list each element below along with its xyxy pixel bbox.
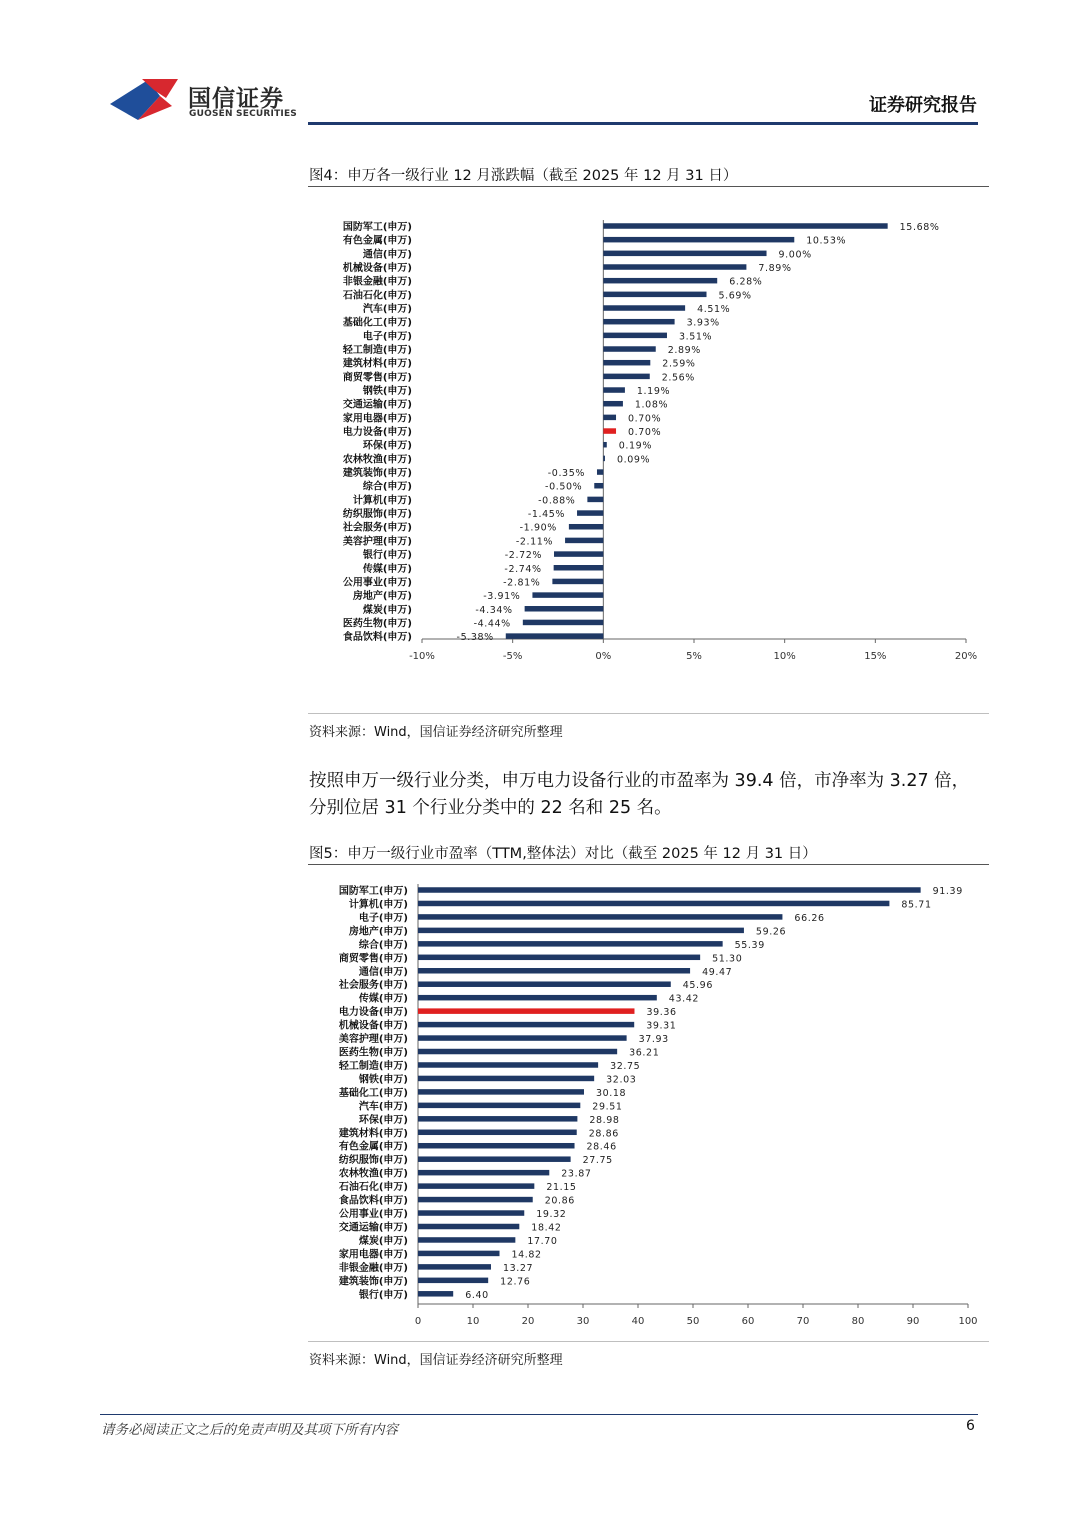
data-label: 15.68% (899, 222, 940, 233)
data-label: -4.44% (473, 618, 511, 630)
x-tick-label: 0% (595, 651, 612, 662)
bar (418, 887, 921, 893)
data-label: 6.40 (465, 1289, 489, 1301)
category-label: 石油石化(申万) (342, 290, 412, 302)
data-label: -5.38% (456, 632, 494, 644)
data-label: 28.86 (588, 1128, 619, 1140)
x-tick-label: -5% (502, 651, 523, 662)
bar (418, 1022, 634, 1028)
x-tick-label: 40 (631, 1316, 645, 1327)
footer-divider (100, 1414, 978, 1415)
data-label: 51.30 (712, 953, 743, 965)
category-label: 电子(申万) (358, 912, 408, 924)
category-label: 农林牧渔(申万) (342, 454, 412, 466)
category-label: 综合(申万) (362, 481, 412, 493)
category-label: 食品饮料(申万) (342, 632, 412, 644)
report-type-label: 证券研究报告 (869, 95, 977, 116)
data-label: 23.87 (561, 1168, 592, 1180)
bar (418, 1278, 488, 1284)
bar (418, 1062, 598, 1068)
x-tick-label: 30 (576, 1316, 590, 1327)
bar (418, 1035, 627, 1041)
bar (418, 1116, 577, 1122)
data-label: 49.47 (702, 966, 733, 978)
data-label: 45.96 (682, 980, 713, 992)
data-label: 39.31 (646, 1020, 677, 1032)
x-tick-label: 10% (773, 651, 796, 662)
category-label: 传媒(申万) (362, 563, 412, 575)
data-label: -2.11% (515, 536, 554, 548)
data-label: 2.89% (667, 345, 701, 357)
category-label: 通信(申万) (358, 966, 408, 978)
figure5-source: 资料来源：Wind，国信证券经济研究所整理 (309, 1353, 563, 1368)
category-label: 机械设备(申万) (342, 263, 412, 275)
category-label: 非银金融(申万) (338, 1262, 408, 1274)
bar (418, 901, 889, 907)
data-label: 17.70 (527, 1235, 558, 1247)
data-label: 0.09% (616, 454, 651, 466)
category-label: 汽车(申万) (362, 304, 412, 316)
data-label: 32.75 (610, 1060, 641, 1072)
data-label: 66.26 (794, 912, 825, 924)
data-label: 0.19% (618, 440, 652, 452)
category-label: 汽车(申万) (358, 1101, 408, 1113)
data-label: 19.32 (536, 1209, 567, 1221)
category-label: 建筑装饰(申万) (342, 468, 412, 480)
category-label: 交通运输(申万) (342, 399, 412, 411)
category-label: 建筑材料(申万) (338, 1128, 408, 1140)
data-label: -2.72% (504, 550, 543, 562)
data-label: 14.82 (511, 1249, 542, 1261)
x-tick-label: 0 (414, 1316, 422, 1327)
bar (418, 1076, 594, 1082)
data-label: 29.51 (592, 1101, 623, 1113)
bar (418, 1156, 571, 1162)
category-label: 社会服务(申万) (342, 522, 412, 534)
category-label: 通信(申万) (362, 249, 412, 261)
bar (418, 1130, 577, 1136)
data-label: 39.36 (646, 1007, 677, 1019)
category-label: 公用事业(申万) (338, 1209, 408, 1221)
category-label: 煤炭(申万) (358, 1235, 408, 1247)
category-label: 煤炭(申万) (362, 604, 412, 616)
data-label: 30.18 (595, 1087, 627, 1099)
x-tick-label: 80 (851, 1316, 865, 1327)
category-label: 医药生物(申万) (338, 1047, 408, 1059)
data-label: 55.39 (734, 939, 765, 951)
data-label: 10.53% (806, 235, 847, 247)
bar (418, 1183, 534, 1189)
bar (418, 1049, 617, 1055)
category-label: 公用事业(申万) (342, 577, 412, 589)
bar (418, 1170, 549, 1176)
bar (418, 1224, 519, 1230)
category-label: 电力设备(申万) (342, 427, 412, 439)
x-tick-label: 20 (521, 1316, 535, 1327)
brand-name-cn: 国信证券 (188, 86, 284, 112)
data-label: -2.74% (504, 563, 542, 575)
data-label: 3.93% (686, 317, 720, 329)
category-label: 轻工制造(申万) (342, 345, 412, 357)
figure4-source: 资料来源：Wind，国信证券经济研究所整理 (309, 725, 563, 740)
x-tick-label: 20% (954, 651, 978, 662)
data-label: 37.93 (638, 1034, 669, 1046)
category-label: 交通运输(申万) (338, 1222, 408, 1234)
category-label: 有色金属(申万) (342, 235, 412, 247)
data-label: -1.90% (519, 522, 557, 534)
bar (418, 1210, 524, 1216)
category-label: 社会服务(申万) (338, 980, 408, 992)
data-label: 27.75 (582, 1155, 613, 1167)
category-label: 有色金属(申万) (338, 1141, 408, 1153)
data-label: 6.28% (729, 276, 763, 288)
category-label: 家用电器(申万) (338, 1249, 408, 1261)
category-label: 纺织服饰(申万) (342, 509, 412, 521)
category-label: 基础化工(申万) (338, 1087, 408, 1099)
data-label: -4.34% (475, 604, 513, 616)
figure5-title: 图5：申万一级行业市盈率（TTM,整体法）对比（截至 2025 年 12 月 31 日） (309, 846, 817, 862)
category-label: 电子(申万) (362, 331, 412, 343)
category-label: 综合(申万) (358, 939, 408, 951)
category-label: 建筑材料(申万) (342, 358, 412, 370)
bar (418, 928, 744, 934)
data-label: 7.89% (758, 263, 792, 275)
x-tick-label: 60 (741, 1316, 755, 1327)
category-label: 美容护理(申万) (342, 536, 412, 548)
data-label: 43.42 (668, 993, 700, 1005)
bar (418, 995, 657, 1001)
data-label: 5.69% (718, 290, 752, 302)
data-label: 32.03 (606, 1074, 637, 1086)
data-label: 12.76 (500, 1276, 531, 1288)
x-tick-label: 50 (686, 1316, 700, 1327)
category-label: 传媒(申万) (358, 993, 408, 1005)
x-tick-label: -10% (409, 651, 435, 662)
category-label: 房地产(申万) (348, 926, 408, 938)
footer-disclaimer: 请务必阅读正文之后的免责声明及其项下所有内容 (101, 1422, 398, 1438)
data-label: -0.35% (547, 468, 585, 480)
data-label: -1.45% (527, 509, 566, 521)
data-label: 28.46 (586, 1141, 617, 1153)
category-label: 食品饮料(申万) (338, 1195, 408, 1207)
data-label: 21.15 (546, 1182, 577, 1194)
category-label: 纺织服饰(申万) (338, 1155, 408, 1167)
bar (418, 1251, 500, 1257)
data-label: 2.56% (661, 372, 695, 384)
category-label: 建筑装饰(申万) (338, 1276, 408, 1288)
body-paragraph: 按照申万一级行业分类，申万电力设备行业的市盈率为 39.4 倍，市净率为 3.27 倍，分别位居 31 个行业分类中的 22 名和 25 名。 (309, 771, 970, 818)
category-label: 农林牧渔(申万) (338, 1168, 408, 1180)
bar (418, 1143, 575, 1149)
data-label: 3.51% (678, 331, 713, 343)
data-label: -2.81% (503, 577, 541, 589)
category-label: 环保(申万) (362, 440, 412, 452)
data-label: 0.70% (628, 413, 662, 425)
category-label: 钢铁(申万) (362, 386, 412, 398)
data-label: -3.91% (483, 591, 521, 603)
category-label: 非银金融(申万) (342, 276, 412, 288)
category-label: 基础化工(申万) (342, 317, 412, 329)
category-label: 商贸零售(申万) (338, 953, 408, 965)
page-number: 6 (966, 1418, 975, 1434)
category-label: 电力设备(申万) (338, 1007, 408, 1019)
bar (418, 914, 782, 920)
brand-name-en: GUOSEN SECURITIES (189, 109, 297, 119)
data-label: 18.42 (531, 1222, 562, 1234)
category-label: 银行(申万) (358, 1289, 408, 1301)
category-label: 轻工制造(申万) (338, 1060, 408, 1072)
data-label: 9.00% (778, 249, 812, 261)
category-label: 计算机(申万) (348, 899, 408, 911)
data-label: 28.98 (589, 1114, 620, 1126)
bar (418, 1264, 491, 1270)
category-label: 美容护理(申万) (338, 1034, 408, 1046)
data-label: 1.08% (634, 399, 669, 411)
bar (418, 981, 671, 987)
bar (418, 1089, 584, 1095)
data-label: -0.88% (538, 495, 576, 507)
category-label: 国防军工(申万) (342, 222, 412, 233)
bar (418, 1103, 580, 1109)
data-label: 20.86 (544, 1195, 575, 1207)
data-label: 13.27 (502, 1262, 534, 1274)
x-tick-label: 15% (864, 651, 887, 662)
bar (418, 1291, 453, 1297)
category-label: 钢铁(申万) (358, 1074, 408, 1086)
category-label: 房地产(申万) (352, 591, 412, 603)
bar (418, 941, 723, 947)
data-label: 91.39 (932, 886, 963, 897)
x-tick-label: 100 (958, 1316, 978, 1327)
x-tick-label: 90 (906, 1316, 920, 1327)
bar (418, 1237, 515, 1243)
bar (418, 955, 700, 961)
data-label: 1.19% (636, 386, 671, 398)
x-tick-label: 10 (466, 1316, 480, 1327)
category-label: 银行(申万) (362, 550, 412, 562)
bar (418, 968, 690, 974)
category-label: 计算机(申万) (352, 495, 412, 507)
bar (418, 1197, 533, 1203)
data-label: 85.71 (901, 899, 932, 911)
figure5-bottom-rule (308, 1341, 989, 1342)
category-label: 环保(申万) (358, 1114, 408, 1126)
category-label: 国防军工(申万) (338, 886, 408, 897)
category-label: 家用电器(申万) (342, 413, 412, 425)
bar (418, 1008, 634, 1014)
category-label: 医药生物(申万) (342, 618, 412, 630)
category-label: 石油石化(申万) (338, 1182, 408, 1194)
data-label: -0.50% (545, 481, 583, 493)
data-label: 0.70% (628, 427, 662, 439)
data-label: 36.21 (629, 1047, 660, 1059)
x-tick-label: 5% (686, 651, 702, 662)
figure4-title: 图4：申万各一级行业 12 月涨跌幅（截至 2025 年 12 月 31 日） (309, 168, 738, 184)
x-tick-label: 70 (796, 1316, 810, 1327)
data-label: 59.26 (755, 926, 787, 938)
data-label: 4.51% (697, 304, 731, 316)
category-label: 机械设备(申万) (338, 1020, 408, 1032)
data-label: 2.59% (662, 358, 696, 370)
category-label: 商贸零售(申万) (342, 372, 412, 384)
